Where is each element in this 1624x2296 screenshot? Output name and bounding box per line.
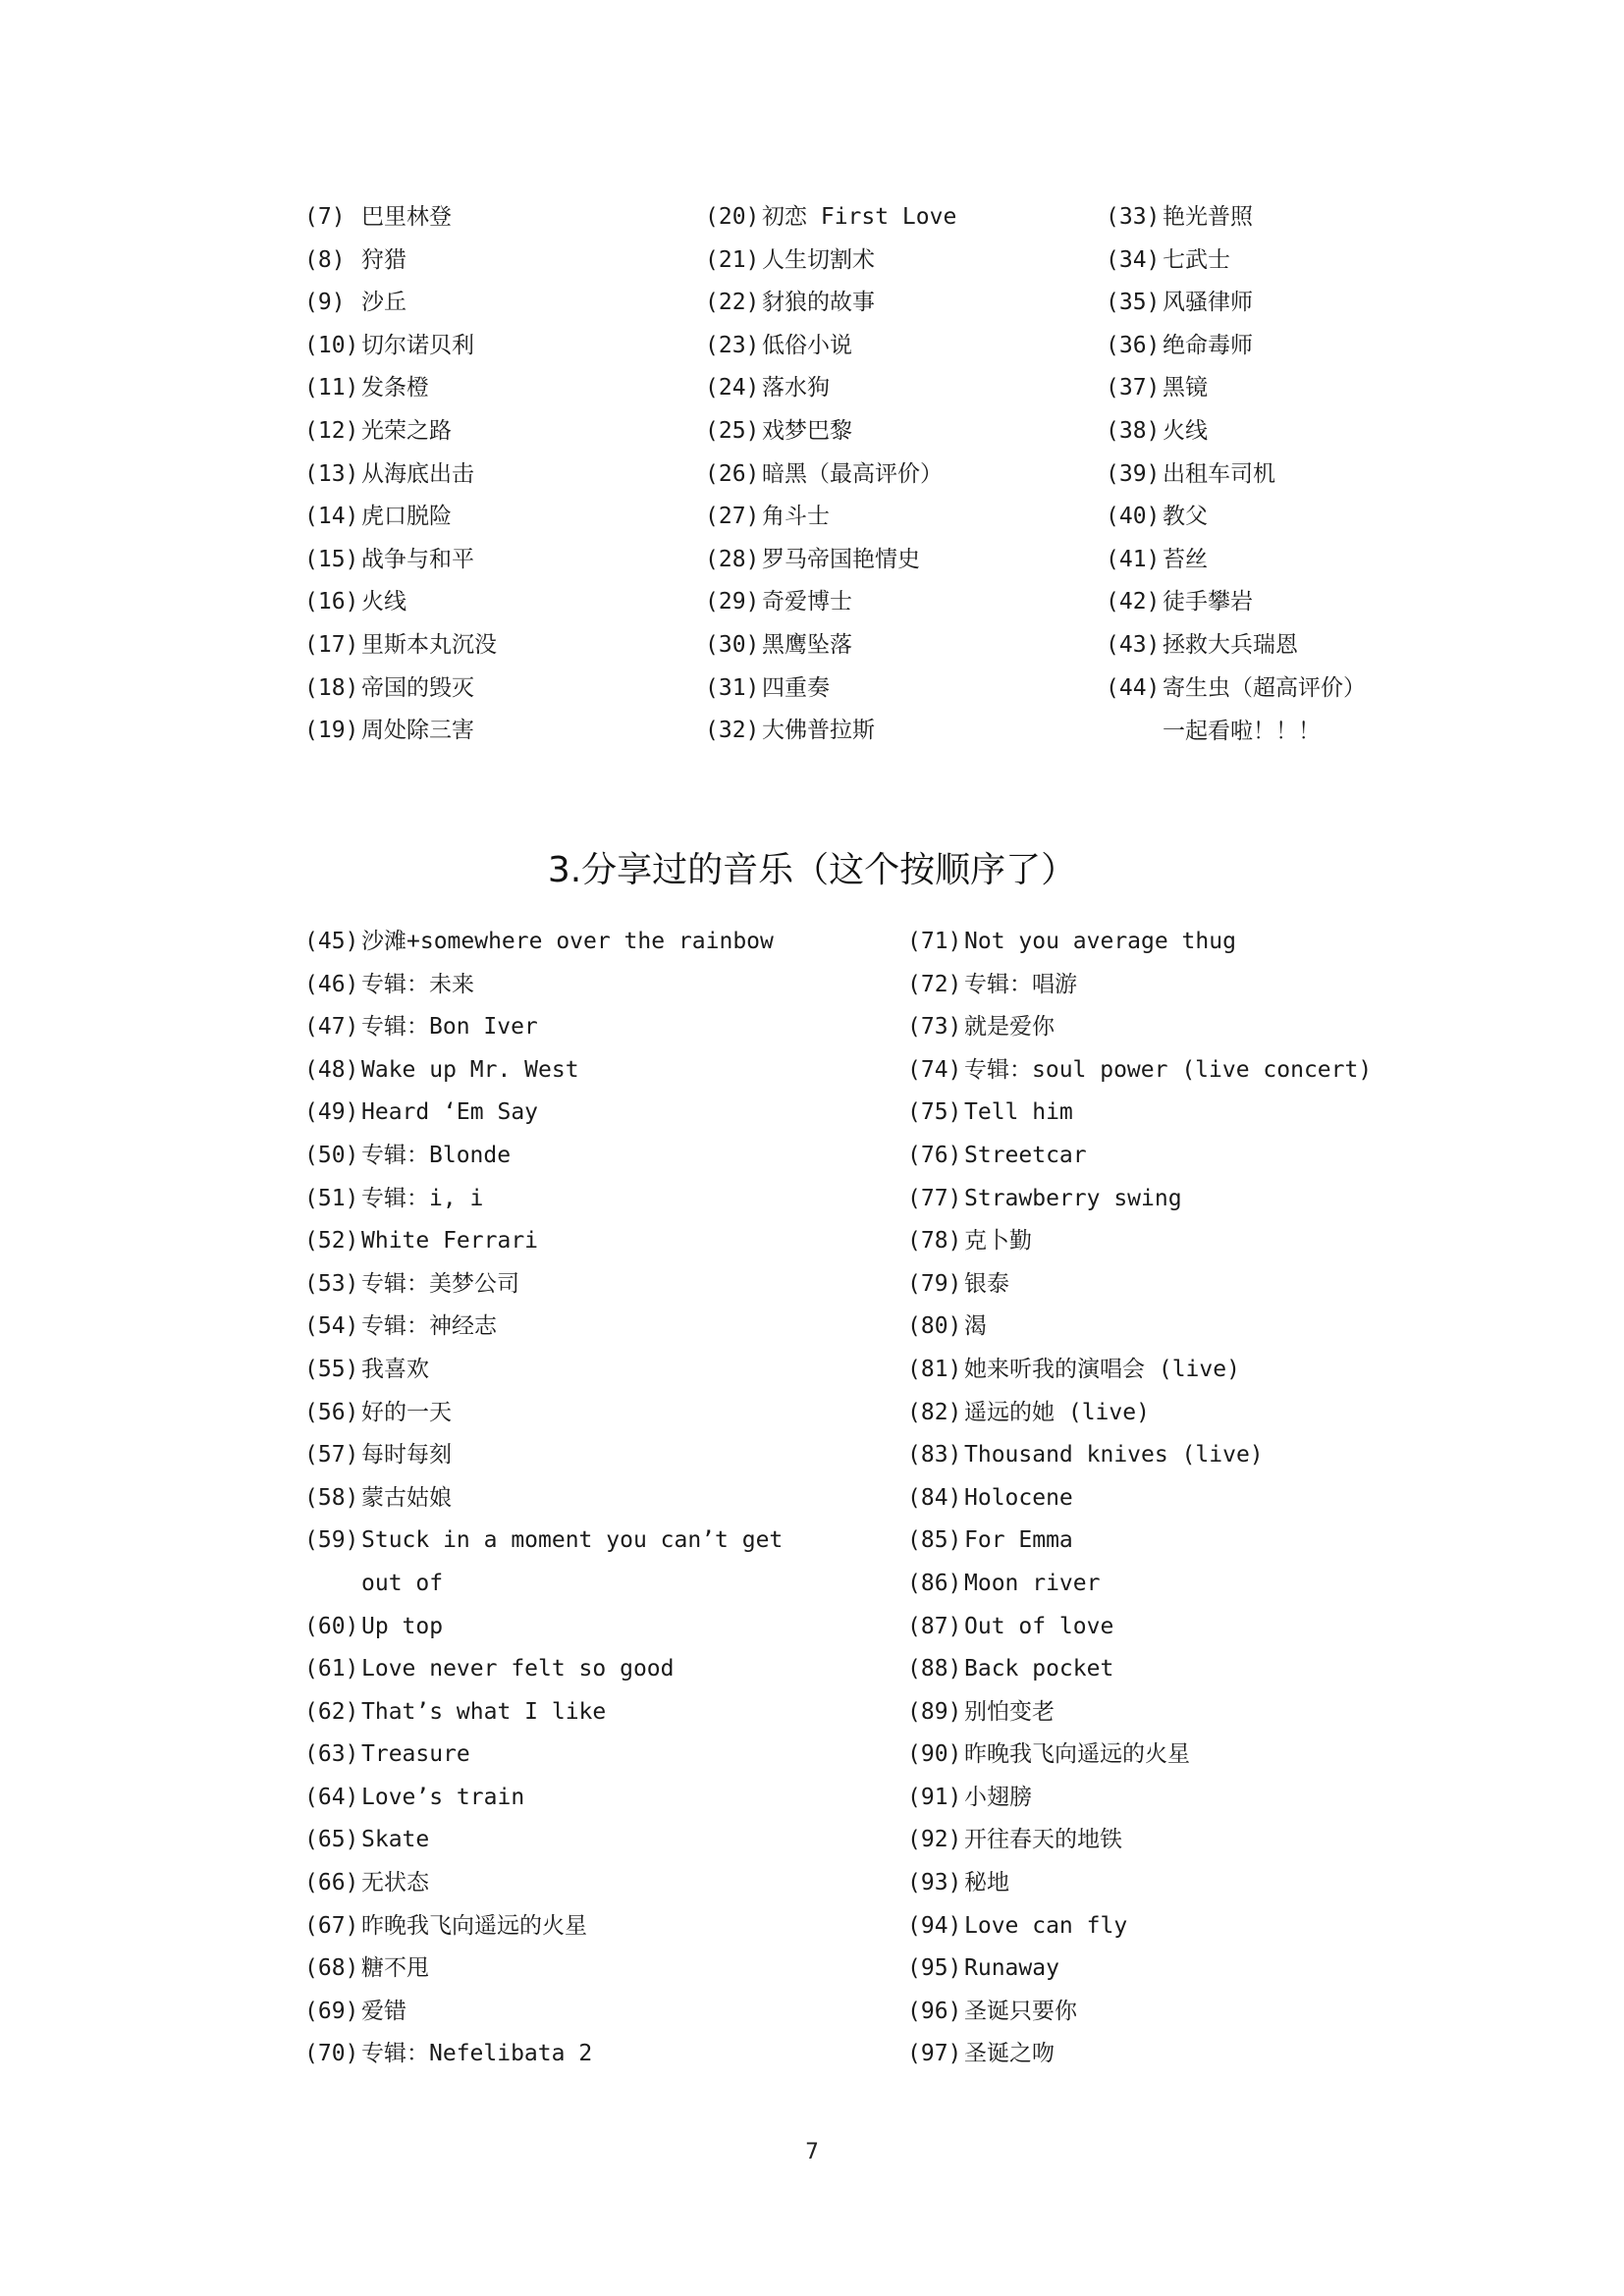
list-item xyxy=(1106,581,1366,624)
item-number: (93) xyxy=(907,1870,962,1896)
item-number: (10) xyxy=(304,332,359,358)
item-title: Skate xyxy=(361,1827,430,1853)
item-number: (39) xyxy=(1106,460,1161,487)
item-title: Back pocket xyxy=(964,1656,1114,1682)
item-title: That’s what I like xyxy=(361,1698,607,1725)
item-number: (56) xyxy=(304,1399,359,1425)
list-item xyxy=(907,1819,1372,1862)
list-item xyxy=(304,1263,793,1307)
item-number: (70) xyxy=(304,2041,359,2067)
item-number: (92) xyxy=(907,1827,962,1853)
list-item xyxy=(1106,196,1366,240)
item-number: (64) xyxy=(304,1784,359,1810)
item-number: (47) xyxy=(304,1014,359,1041)
list-item xyxy=(1106,454,1366,497)
item-title: 四重奏 xyxy=(762,674,830,701)
list-item xyxy=(304,1520,793,1605)
list-item xyxy=(705,196,956,240)
list-item xyxy=(705,667,956,711)
item-title: 昨晚我飞向遥远的火星 xyxy=(361,1912,587,1939)
item-title: Tell him xyxy=(964,1099,1073,1126)
list-item xyxy=(907,1306,1372,1349)
item-title: 专辑：Blonde xyxy=(361,1142,512,1168)
item-number: (96) xyxy=(907,1998,962,2024)
list-item xyxy=(705,496,956,539)
item-title: Love’s train xyxy=(361,1784,525,1810)
item-number: (52) xyxy=(304,1228,359,1255)
list-item xyxy=(304,1606,793,1649)
item-number: (19) xyxy=(304,718,359,744)
item-title: 圣诞之吻 xyxy=(964,2041,1055,2067)
item-title: 糖不甩 xyxy=(361,1955,429,1982)
item-number: (26) xyxy=(705,460,760,487)
item-title: 遥远的她 (live) xyxy=(964,1399,1150,1425)
item-title: 专辑：美梦公司 xyxy=(361,1270,519,1297)
item-title: 好的一天 xyxy=(361,1399,452,1425)
item-title: 七武士 xyxy=(1163,246,1230,273)
item-title: 圣诞只要你 xyxy=(964,1998,1077,2024)
list-item xyxy=(907,1862,1372,1905)
list-item xyxy=(304,1092,793,1135)
list-item xyxy=(1106,282,1366,325)
list-item xyxy=(304,2033,793,2076)
item-number: (38) xyxy=(1106,417,1161,444)
item-number: (13) xyxy=(304,460,359,487)
item-number: (78) xyxy=(907,1228,962,1255)
list-item xyxy=(304,1734,793,1777)
list-item xyxy=(907,1477,1372,1521)
item-title: 无状态 xyxy=(361,1870,429,1896)
item-title: 专辑：Nefelibata 2 xyxy=(361,2041,593,2067)
list-item xyxy=(304,1178,793,1221)
list-item xyxy=(1106,410,1366,454)
item-number: (12) xyxy=(304,417,359,444)
item-title: 沙丘 xyxy=(361,290,406,316)
item-number: (30) xyxy=(705,631,760,658)
item-number: (44) xyxy=(1106,674,1161,701)
item-title: 低俗小说 xyxy=(762,332,852,358)
item-number: (87) xyxy=(907,1613,962,1639)
list-item xyxy=(304,1135,793,1178)
list-item xyxy=(705,325,956,368)
list-item xyxy=(304,196,497,240)
list-item xyxy=(907,1991,1372,2034)
list-item xyxy=(705,539,956,582)
item-number: (54) xyxy=(304,1313,359,1340)
list-item xyxy=(705,581,956,624)
item-number: (7) xyxy=(304,204,346,230)
item-number: (72) xyxy=(907,971,962,997)
item-title: Thousand knives (live) xyxy=(964,1442,1264,1468)
item-title: 教父 xyxy=(1163,504,1208,530)
item-title: 角斗士 xyxy=(762,504,830,530)
list-item xyxy=(907,2033,1372,2076)
item-title: Out of love xyxy=(964,1613,1114,1639)
list-item xyxy=(907,1648,1372,1691)
item-title: 周处除三害 xyxy=(361,718,474,744)
item-number: (84) xyxy=(907,1484,962,1511)
item-title: 落水狗 xyxy=(762,375,830,401)
movie-list-column-1 xyxy=(304,196,497,753)
item-number: (53) xyxy=(304,1270,359,1297)
item-number: (60) xyxy=(304,1613,359,1639)
item-title: 里斯本丸沉没 xyxy=(361,631,497,658)
item-title: 秘地 xyxy=(964,1870,1009,1896)
item-number: (49) xyxy=(304,1099,359,1126)
item-number: (77) xyxy=(907,1185,962,1211)
item-title: 出租车司机 xyxy=(1163,460,1275,487)
item-number: (48) xyxy=(304,1056,359,1083)
list-item xyxy=(304,1777,793,1820)
item-number: (14) xyxy=(304,504,359,530)
list-item xyxy=(705,454,956,497)
item-title: 巴里林登 xyxy=(361,204,452,230)
list-item xyxy=(304,710,497,753)
item-title: 豺狼的故事 xyxy=(762,290,875,316)
item-number: (62) xyxy=(304,1698,359,1725)
item-number: (90) xyxy=(907,1741,962,1768)
item-number: (43) xyxy=(1106,631,1161,658)
item-number: (66) xyxy=(304,1870,359,1896)
item-title: 专辑：唱游 xyxy=(964,971,1077,997)
list-item xyxy=(304,539,497,582)
item-number: (40) xyxy=(1106,504,1161,530)
list-item xyxy=(907,1734,1372,1777)
item-number: (8) xyxy=(304,246,346,273)
item-number: (83) xyxy=(907,1442,962,1468)
item-title: 火线 xyxy=(361,589,406,615)
list-item xyxy=(304,1819,793,1862)
item-title: 专辑：Bon Iver xyxy=(361,1014,538,1041)
item-title: 苔丝 xyxy=(1163,546,1208,572)
item-title: 银泰 xyxy=(964,1270,1009,1297)
list-item xyxy=(907,1049,1372,1093)
item-title: 虎口脱险 xyxy=(361,504,452,530)
item-number: (27) xyxy=(705,504,760,530)
item-title: 战争与和平 xyxy=(361,546,474,572)
item-title: 开往春天的地铁 xyxy=(964,1827,1122,1853)
movie-list-closing-note: 一起看啦！！！ xyxy=(1163,719,1321,744)
item-number: (51) xyxy=(304,1185,359,1211)
item-number: (80) xyxy=(907,1313,962,1340)
item-title: 别怕变老 xyxy=(964,1698,1055,1725)
item-title: 专辑：soul power (live concert) xyxy=(964,1056,1373,1083)
list-item xyxy=(907,1520,1372,1563)
list-item xyxy=(304,1349,793,1392)
item-number: (35) xyxy=(1106,290,1161,316)
list-item xyxy=(907,1691,1372,1735)
item-title: 绝命毒师 xyxy=(1163,332,1253,358)
item-title: Up top xyxy=(361,1613,444,1639)
item-title: Heard ‘Em Say xyxy=(361,1099,539,1126)
item-number: (29) xyxy=(705,589,760,615)
item-number: (11) xyxy=(304,375,359,401)
item-number: (18) xyxy=(304,674,359,701)
item-title: 火线 xyxy=(1163,417,1208,444)
item-title: 就是爱你 xyxy=(964,1014,1055,1041)
list-item xyxy=(1106,624,1366,667)
list-item xyxy=(907,1092,1372,1135)
list-item xyxy=(304,240,497,283)
list-item xyxy=(705,710,956,753)
list-item xyxy=(1106,496,1366,539)
list-item xyxy=(304,1905,793,1949)
list-item xyxy=(907,1563,1372,1606)
item-title: Holocene xyxy=(964,1484,1073,1511)
item-title: 切尔诺贝利 xyxy=(361,332,474,358)
item-number: (15) xyxy=(304,546,359,572)
item-number: (95) xyxy=(907,1955,962,1982)
item-number: (22) xyxy=(705,290,760,316)
item-title: 专辑：神经志 xyxy=(361,1313,497,1340)
list-item xyxy=(304,1306,793,1349)
item-number: (42) xyxy=(1106,589,1161,615)
item-number: (28) xyxy=(705,546,760,572)
list-item xyxy=(705,624,956,667)
list-item xyxy=(304,581,497,624)
list-item xyxy=(304,282,497,325)
list-item xyxy=(907,1392,1372,1435)
list-item xyxy=(304,1049,793,1093)
item-title: 暗黑（最高评价） xyxy=(762,460,943,487)
item-title: 戏梦巴黎 xyxy=(762,417,852,444)
list-item xyxy=(705,282,956,325)
item-title: Love can fly xyxy=(964,1912,1128,1939)
item-number: (88) xyxy=(907,1656,962,1682)
item-number: (37) xyxy=(1106,375,1161,401)
item-title: 帝国的毁灭 xyxy=(361,674,474,701)
item-title: 发条橙 xyxy=(361,375,429,401)
list-item xyxy=(907,1606,1372,1649)
item-number: (91) xyxy=(907,1784,962,1810)
item-number: (25) xyxy=(705,417,760,444)
item-title: 专辑：未来 xyxy=(361,971,474,997)
item-title: 徒手攀岩 xyxy=(1163,589,1253,615)
item-title: 罗马帝国艳情史 xyxy=(762,546,920,572)
list-item xyxy=(304,1991,793,2034)
item-number: (94) xyxy=(907,1912,962,1939)
item-title: 奇爱博士 xyxy=(762,589,852,615)
item-title: 克卜勤 xyxy=(964,1228,1032,1255)
item-title: 每时每刻 xyxy=(361,1442,452,1468)
item-number: (63) xyxy=(304,1741,359,1768)
item-number: (21) xyxy=(705,246,760,273)
item-number: (17) xyxy=(304,631,359,658)
item-number: (41) xyxy=(1106,546,1161,572)
item-number: (36) xyxy=(1106,332,1161,358)
item-number: (75) xyxy=(907,1099,962,1126)
list-item xyxy=(705,367,956,410)
list-item xyxy=(304,1948,793,1991)
item-title: 风骚律师 xyxy=(1163,290,1253,316)
item-number: (24) xyxy=(705,375,760,401)
item-title: 拯救大兵瑞恩 xyxy=(1163,631,1298,658)
list-item xyxy=(907,1777,1372,1820)
item-number: (74) xyxy=(907,1056,962,1083)
item-title: 沙滩+somewhere over the rainbow xyxy=(361,929,774,954)
list-item xyxy=(304,325,497,368)
item-number: (59) xyxy=(304,1527,359,1554)
item-number: (89) xyxy=(907,1698,962,1725)
list-item xyxy=(304,367,497,410)
list-item xyxy=(304,1648,793,1691)
item-number: (57) xyxy=(304,1442,359,1468)
item-number: (76) xyxy=(907,1142,962,1168)
item-title: Love never felt so good xyxy=(361,1656,675,1682)
list-item xyxy=(1106,667,1366,711)
list-item xyxy=(907,1178,1372,1221)
item-title: Not you average thug xyxy=(964,929,1236,954)
item-number: (55) xyxy=(304,1356,359,1382)
item-title: 爱错 xyxy=(361,1998,406,2024)
item-number: (20) xyxy=(705,204,760,230)
list-item xyxy=(1106,240,1366,283)
page-number: 7 xyxy=(805,2140,819,2164)
list-item xyxy=(304,454,497,497)
item-number: (45) xyxy=(304,929,359,954)
item-number: (97) xyxy=(907,2041,962,2067)
item-title: 光荣之路 xyxy=(361,417,452,444)
item-title: 小翅膀 xyxy=(964,1784,1032,1810)
list-item xyxy=(907,921,1372,964)
item-title: 我喜欢 xyxy=(361,1356,429,1382)
list-item xyxy=(304,1392,793,1435)
item-title: Stuck in a moment you can’t get out of xyxy=(361,1527,784,1596)
item-number: (34) xyxy=(1106,246,1161,273)
list-item xyxy=(304,1220,793,1263)
item-title: 寄生虫（超高评价） xyxy=(1163,674,1366,701)
list-item xyxy=(304,1434,793,1477)
item-number: (71) xyxy=(907,929,962,954)
item-title: Treasure xyxy=(361,1741,470,1768)
item-number: (23) xyxy=(705,332,760,358)
list-item xyxy=(304,410,497,454)
item-number: (79) xyxy=(907,1270,962,1297)
item-number: (82) xyxy=(907,1399,962,1425)
item-number: (32) xyxy=(705,718,760,744)
item-number: (73) xyxy=(907,1014,962,1041)
item-title: 她来听我的演唱会 (live) xyxy=(964,1356,1240,1382)
list-item xyxy=(907,964,1372,1007)
item-number: (68) xyxy=(304,1955,359,1982)
item-number: (67) xyxy=(304,1912,359,1939)
item-title: 蒙古姑娘 xyxy=(361,1484,452,1511)
item-title: 黑镜 xyxy=(1163,375,1208,401)
item-number: (9) xyxy=(304,290,346,316)
list-item xyxy=(907,1220,1372,1263)
item-title: Strawberry swing xyxy=(964,1185,1182,1211)
item-title: 大佛普拉斯 xyxy=(762,718,875,744)
item-title: Streetcar xyxy=(964,1142,1087,1168)
list-item xyxy=(304,496,497,539)
item-title: Runaway xyxy=(964,1955,1059,1982)
item-number: (61) xyxy=(304,1656,359,1682)
list-item xyxy=(907,1434,1372,1477)
item-number: (31) xyxy=(705,674,760,701)
list-item xyxy=(304,1691,793,1735)
item-title: Moon river xyxy=(964,1570,1101,1596)
item-number: (81) xyxy=(907,1356,962,1382)
item-title: 专辑：i, i xyxy=(361,1185,484,1211)
item-title: 从海底出击 xyxy=(361,460,474,487)
list-item xyxy=(907,1948,1372,1991)
music-list-column-1 xyxy=(304,921,793,2076)
item-title: Wake up Mr. West xyxy=(361,1056,579,1083)
list-item xyxy=(304,1006,793,1049)
list-item xyxy=(304,1862,793,1905)
list-item xyxy=(304,624,497,667)
item-number: (86) xyxy=(907,1570,962,1596)
item-number: (85) xyxy=(907,1527,962,1554)
list-item xyxy=(304,667,497,711)
list-item xyxy=(1106,539,1366,582)
item-title: White Ferrari xyxy=(361,1228,539,1255)
item-number: (46) xyxy=(304,971,359,997)
item-title: 初恋 First Love xyxy=(762,204,957,230)
item-title: 渴 xyxy=(964,1313,987,1340)
list-item xyxy=(1106,367,1366,410)
item-title: 艳光普照 xyxy=(1163,204,1253,230)
item-number: (69) xyxy=(304,1998,359,2024)
movie-list-column-3 xyxy=(1106,196,1366,710)
list-item xyxy=(705,240,956,283)
list-item xyxy=(304,964,793,1007)
movie-list-column-2 xyxy=(705,196,956,753)
item-number: (16) xyxy=(304,589,359,615)
list-item xyxy=(304,921,793,964)
section-title-music: 3.分享过的音乐（这个按顺序了） xyxy=(547,850,1077,890)
item-number: (50) xyxy=(304,1142,359,1168)
item-number: (58) xyxy=(304,1484,359,1511)
item-number: (33) xyxy=(1106,204,1161,230)
list-item xyxy=(304,1477,793,1521)
list-item xyxy=(907,1006,1372,1049)
list-item xyxy=(907,1135,1372,1178)
item-title: For Emma xyxy=(964,1527,1073,1554)
list-item xyxy=(907,1349,1372,1392)
list-item xyxy=(705,410,956,454)
item-title: 人生切割术 xyxy=(762,246,875,273)
list-item xyxy=(1106,325,1366,368)
list-item xyxy=(907,1263,1372,1307)
list-item xyxy=(907,1905,1372,1949)
item-title: 昨晚我飞向遥远的火星 xyxy=(964,1741,1190,1768)
item-number: (65) xyxy=(304,1827,359,1853)
music-list-column-2 xyxy=(907,921,1372,2076)
item-title: 黑鹰坠落 xyxy=(762,631,852,658)
item-title: 狩猎 xyxy=(361,246,406,273)
